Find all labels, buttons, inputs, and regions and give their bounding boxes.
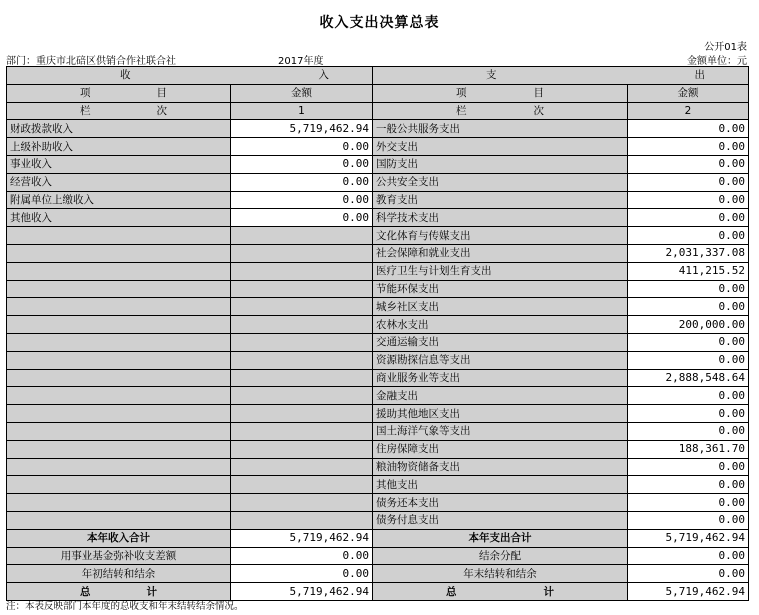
income-item-cell: 其他收入 (7, 209, 231, 227)
expense-item-cell: 公共安全支出 (373, 173, 628, 191)
table-row (7, 173, 749, 191)
income-amount-cell (231, 387, 373, 405)
income-amount-cell (231, 369, 373, 387)
table-row (7, 280, 749, 298)
expense-amount-header: 金额 (628, 84, 749, 102)
income-amount-cell (231, 298, 373, 316)
income-header: 收 入 (7, 67, 373, 85)
department-label: 部门：重庆市北碚区供销合作社联合社 (6, 56, 176, 67)
income-item-cell (7, 494, 231, 512)
expense-amount-cell: 0.00 (628, 458, 749, 476)
income-item-cell (7, 440, 231, 458)
table-row (7, 387, 749, 405)
expense-amount-cell: 0.00 (628, 280, 749, 298)
expense-amount-cell: 411,215.52 (628, 262, 749, 280)
income-amount-cell (231, 262, 373, 280)
table-row (7, 298, 749, 316)
year-label: 2017年度 (278, 56, 324, 67)
table-row (7, 191, 749, 209)
expense-item-cell: 农林水支出 (373, 316, 628, 334)
expense-item-cell: 节能环保支出 (373, 280, 628, 298)
income-item-cell (7, 369, 231, 387)
expense-item-cell: 粮油物资储备支出 (373, 458, 628, 476)
total-income-amount: 5,719,462.94 (231, 583, 373, 601)
summary-income-amount: 5,719,462.94 (231, 529, 373, 547)
expense-amount-cell: 0.00 (628, 227, 749, 245)
income-amount-cell (231, 333, 373, 351)
summary-expense-amount: 0.00 (628, 565, 749, 583)
expense-amount-cell: 0.00 (628, 120, 749, 138)
header-row-2 (7, 84, 749, 102)
income-item-cell (7, 351, 231, 369)
expense-amount-cell: 188,361.70 (628, 440, 749, 458)
income-amount-cell (231, 405, 373, 423)
table-row (7, 244, 749, 262)
income-item-cell: 财政拨款收入 (7, 120, 231, 138)
expense-amount-cell: 0.00 (628, 405, 749, 423)
summary-income-amount: 0.00 (231, 565, 373, 583)
income-item-cell (7, 316, 231, 334)
income-item-cell: 附属单位上缴收入 (7, 191, 231, 209)
income-amount-cell (231, 440, 373, 458)
table-row (7, 209, 749, 227)
table-row (7, 476, 749, 494)
income-col-header: 栏 次 (7, 102, 231, 120)
expense-item-cell: 金融支出 (373, 387, 628, 405)
total-income-label: 总 计 (7, 583, 231, 601)
summary-income-amount: 0.00 (231, 547, 373, 565)
income-amount-cell (231, 494, 373, 512)
expense-item-header: 项 目 (373, 84, 628, 102)
header-row-3 (7, 102, 749, 120)
expense-item-cell: 国土海洋气象等支出 (373, 422, 628, 440)
income-item-header: 项 目 (7, 84, 231, 102)
income-amount-cell: 0.00 (231, 138, 373, 156)
table-row (7, 511, 749, 529)
income-item-cell (7, 405, 231, 423)
expense-amount-cell: 0.00 (628, 191, 749, 209)
income-col-number: 1 (231, 102, 373, 120)
header-row-1 (7, 67, 749, 85)
income-amount-cell: 0.00 (231, 209, 373, 227)
summary-expense-label: 本年支出合计 (373, 529, 628, 547)
table-row (7, 120, 749, 138)
expense-amount-cell: 0.00 (628, 351, 749, 369)
income-amount-cell: 5,719,462.94 (231, 120, 373, 138)
table-row (7, 138, 749, 156)
expense-item-cell: 外交支出 (373, 138, 628, 156)
expense-item-cell: 住房保障支出 (373, 440, 628, 458)
income-item-cell (7, 333, 231, 351)
expense-amount-cell: 0.00 (628, 298, 749, 316)
expense-amount-cell: 2,888,548.64 (628, 369, 749, 387)
form-code: 公开01表 (704, 42, 747, 53)
income-amount-cell: 0.00 (231, 155, 373, 173)
income-amount-cell (231, 458, 373, 476)
expense-amount-cell: 0.00 (628, 138, 749, 156)
table-row (7, 227, 749, 245)
table-row (7, 316, 749, 334)
expense-item-cell: 商业服务业等支出 (373, 369, 628, 387)
table-row (7, 369, 749, 387)
expense-amount-cell: 0.00 (628, 476, 749, 494)
expense-amount-cell: 0.00 (628, 155, 749, 173)
table-row (7, 405, 749, 423)
expense-item-cell: 科学技术支出 (373, 209, 628, 227)
income-amount-cell (231, 422, 373, 440)
summary-expense-amount: 0.00 (628, 547, 749, 565)
expense-amount-cell: 0.00 (628, 387, 749, 405)
income-amount-cell: 0.00 (231, 191, 373, 209)
expense-item-cell: 城乡社区支出 (373, 298, 628, 316)
summary-expense-amount: 5,719,462.94 (628, 529, 749, 547)
income-amount-cell (231, 227, 373, 245)
expense-amount-cell: 0.00 (628, 494, 749, 512)
summary-expense-label: 结余分配 (373, 547, 628, 565)
table-row (7, 155, 749, 173)
expense-item-cell: 债务还本支出 (373, 494, 628, 512)
income-item-cell: 经营收入 (7, 173, 231, 191)
expense-item-cell: 教育支出 (373, 191, 628, 209)
expense-amount-cell: 200,000.00 (628, 316, 749, 334)
summary-income-label: 本年收入合计 (7, 529, 231, 547)
income-item-cell (7, 244, 231, 262)
table-row (7, 422, 749, 440)
footnote: 注：本表反映部门本年度的总收支和年末结转结余情况。 (6, 601, 244, 612)
summary-row (7, 565, 749, 583)
table-row (7, 262, 749, 280)
income-item-cell (7, 262, 231, 280)
income-amount-cell (231, 511, 373, 529)
income-item-cell (7, 387, 231, 405)
income-item-cell: 上级补助收入 (7, 138, 231, 156)
expense-amount-cell: 0.00 (628, 209, 749, 227)
table-row (7, 494, 749, 512)
summary-row (7, 529, 749, 547)
expense-item-cell: 文化体育与传媒支出 (373, 227, 628, 245)
income-amount-cell (231, 244, 373, 262)
expense-item-cell: 医疗卫生与计划生育支出 (373, 262, 628, 280)
report-title: 收入支出决算总表 (319, 15, 440, 31)
income-amount-cell: 0.00 (231, 173, 373, 191)
expense-item-cell: 交通运输支出 (373, 333, 628, 351)
summary-income-label: 用事业基金弥补收支差额 (7, 547, 231, 565)
income-item-cell (7, 227, 231, 245)
summary-income-label: 年初结转和结余 (7, 565, 231, 583)
expense-header: 支 出 (373, 67, 749, 85)
expense-col-number: 2 (628, 102, 749, 120)
table-row (7, 333, 749, 351)
income-item-cell (7, 422, 231, 440)
expense-amount-cell: 0.00 (628, 173, 749, 191)
income-amount-header: 金额 (231, 84, 373, 102)
income-item-cell (7, 280, 231, 298)
expense-amount-cell: 0.00 (628, 333, 749, 351)
table-row (7, 351, 749, 369)
expense-item-cell: 社会保障和就业支出 (373, 244, 628, 262)
table-row (7, 458, 749, 476)
income-item-cell (7, 298, 231, 316)
expense-item-cell: 其他支出 (373, 476, 628, 494)
summary-expense-label: 年末结转和结余 (373, 565, 628, 583)
total-expense-label: 总 计 (373, 583, 628, 601)
income-amount-cell (231, 351, 373, 369)
expense-item-cell: 援助其他地区支出 (373, 405, 628, 423)
expense-item-cell: 债务付息支出 (373, 511, 628, 529)
expense-amount-cell: 0.00 (628, 511, 749, 529)
income-amount-cell (231, 280, 373, 298)
unit-label: 金额单位：元 (687, 56, 747, 67)
expense-amount-cell: 0.00 (628, 422, 749, 440)
expense-item-cell: 资源勘探信息等支出 (373, 351, 628, 369)
income-item-cell (7, 476, 231, 494)
expense-col-header: 栏 次 (373, 102, 628, 120)
expense-item-cell: 一般公共服务支出 (373, 120, 628, 138)
income-item-cell: 事业收入 (7, 155, 231, 173)
income-expense-table (6, 66, 749, 601)
table-row (7, 440, 749, 458)
income-amount-cell (231, 476, 373, 494)
summary-row (7, 547, 749, 565)
income-amount-cell (231, 316, 373, 334)
expense-item-cell: 国防支出 (373, 155, 628, 173)
income-item-cell (7, 458, 231, 476)
expense-amount-cell: 2,031,337.08 (628, 244, 749, 262)
total-expense-amount: 5,719,462.94 (628, 583, 749, 601)
income-item-cell (7, 511, 231, 529)
